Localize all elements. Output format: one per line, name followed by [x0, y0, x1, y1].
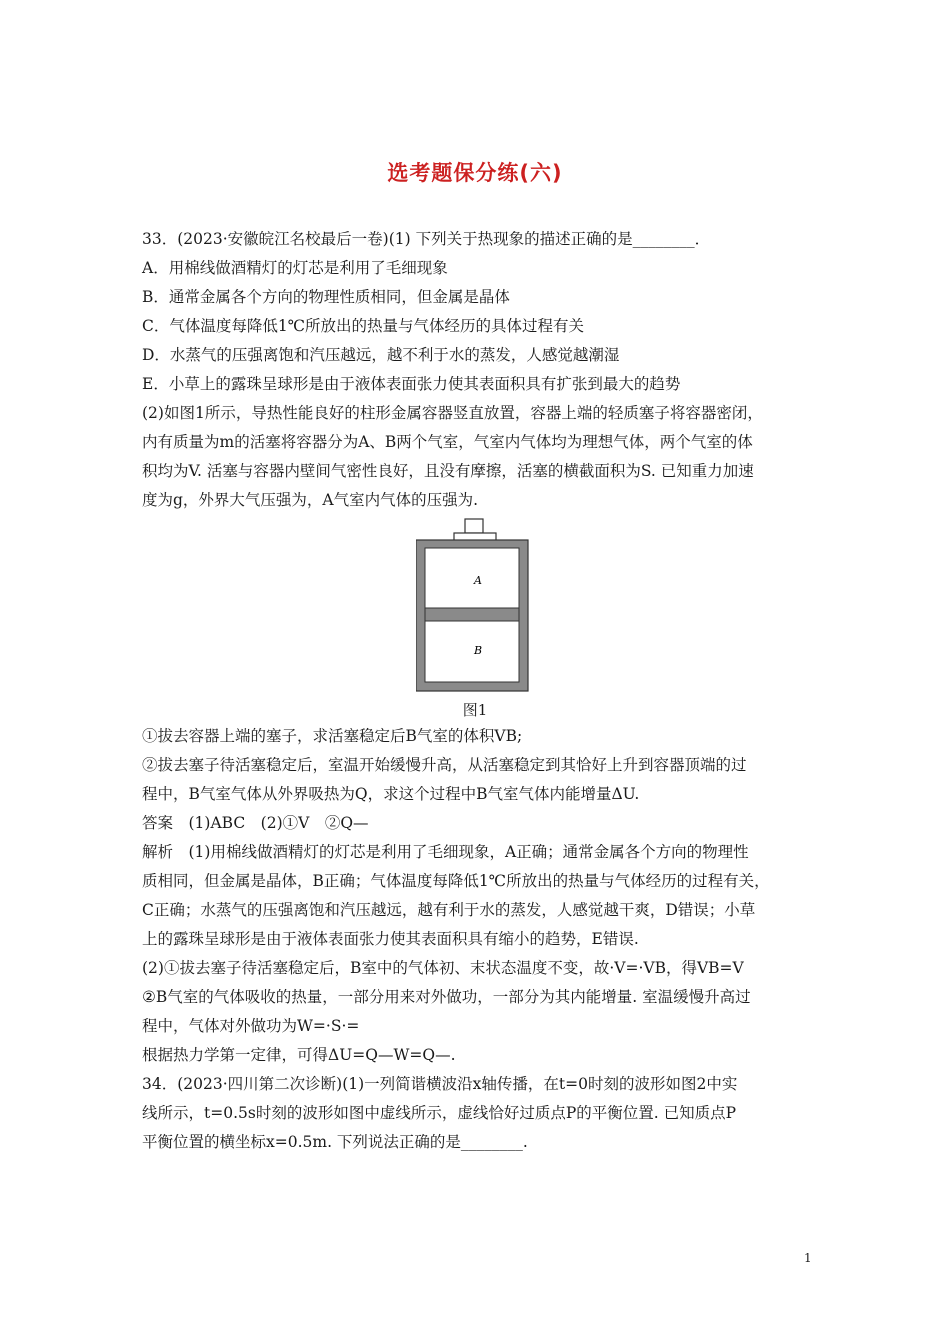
option-e: E．小草上的露珠呈球形是由于液体表面张力使其表面积具有扩张到最大的趋势: [142, 375, 681, 393]
analysis-line: 根据热力学第一定律，可得ΔU=Q—W=Q—.: [142, 1046, 456, 1064]
figure-caption: 图1: [462, 701, 488, 719]
analysis-line: 程中，气体对外做功为W=·S·=: [142, 1017, 360, 1035]
analysis-line: ②B气室的气体吸收的热量，一部分用来对外做功，一部分为其内能增量. 室温缓慢升高过: [142, 988, 751, 1006]
analysis-line: (2)①拔去塞子待活塞稳定后，B室中的气体初、末状态温度不变，故·V=·VB，得VB=V: [142, 959, 744, 977]
page-title: 选考题保分练(六): [387, 161, 563, 185]
piston: [425, 608, 519, 621]
part-2-text-line: 积均为V. 活塞与容器内壁间气密性良好，且没有摩擦，活塞的横截面积为S. 已知重力加速: [142, 462, 754, 480]
sub-question-2: ②拔去塞子待活塞稳定后，室温开始缓慢升高，从活塞稳定到其恰好上升到容器顶端的过: [142, 756, 747, 774]
sub-question-2-cont: 程中，B气室气体从外界吸热为Q，求这个过程中B气室气体内能增量ΔU.: [142, 785, 640, 803]
sub-question-1: ①拔去容器上端的塞子，求活塞稳定后B气室的体积VB;: [142, 727, 523, 745]
analysis-line: 质相同，但金属是晶体，B正确；气体温度每降低1℃所放出的热量与气体经历的过程有关，: [142, 872, 770, 890]
analysis-line: 上的露珠呈球形是由于液体表面张力使其表面积具有缩小的趋势，E错误.: [142, 930, 639, 948]
label-a: A: [474, 574, 482, 587]
chamber-a: [425, 548, 519, 608]
question-33-stem: 33．(2023·安徽皖江名校最后一卷)(1) 下列关于热现象的描述正确的是________．: [142, 230, 711, 248]
option-a: A．用棉线做酒精灯的灯芯是利用了毛细现象: [142, 259, 448, 277]
label-b: B: [473, 644, 483, 657]
part-2-text-line: 内有质量为m的活塞将容器分为A、B两个气室，气室内气体均为理想气体，两个气室的体: [142, 433, 753, 451]
part-2-text-line: 度为g，外界大气压强为，A气室内气体的压强为.: [142, 491, 479, 509]
option-c: C．气体温度每降低1℃所放出的热量与气体经历的具体过程有关: [142, 317, 585, 335]
question-34-stem: 34．(2023·四川第二次诊断)(1)一列简谐横波沿x轴传播，在t=0时刻的波形如图2中实: [142, 1075, 738, 1093]
part-2-text-line: (2)如图1所示，导热性能良好的柱形金属容器竖直放置，容器上端的轻质塞子将容器密闭，: [142, 404, 763, 422]
question-34-stem-cont: 线所示，t=0.5s时刻的波形如图中虚线所示，虚线恰好过质点P的平衡位置. 已知质点P: [142, 1104, 737, 1122]
option-d: D．水蒸气的压强离饱和汽压越远，越不利于水的蒸发，人感觉越潮湿: [142, 346, 620, 364]
container-diagram: [416, 515, 530, 695]
option-b: B．通常金属各个方向的物理性质相同，但金属是晶体: [142, 288, 510, 306]
page-number: 1: [804, 1251, 812, 1265]
answer-line: 答案 (1)ABC (2)①V ②Q—: [142, 814, 369, 832]
analysis-line: 解析 (1)用棉线做酒精灯的灯芯是利用了毛细现象，A正确；通常金属各个方向的物理性: [142, 843, 749, 861]
stopper-top: [465, 519, 483, 533]
question-34-stem-cont: 平衡位置的横坐标x=0.5m. 下列说法正确的是________.: [142, 1133, 528, 1151]
analysis-line: C正确；水蒸气的压强离饱和汽压越远，越有利于水的蒸发，人感觉越干爽，D错误；小草: [142, 901, 756, 919]
chamber-b: [425, 621, 519, 682]
